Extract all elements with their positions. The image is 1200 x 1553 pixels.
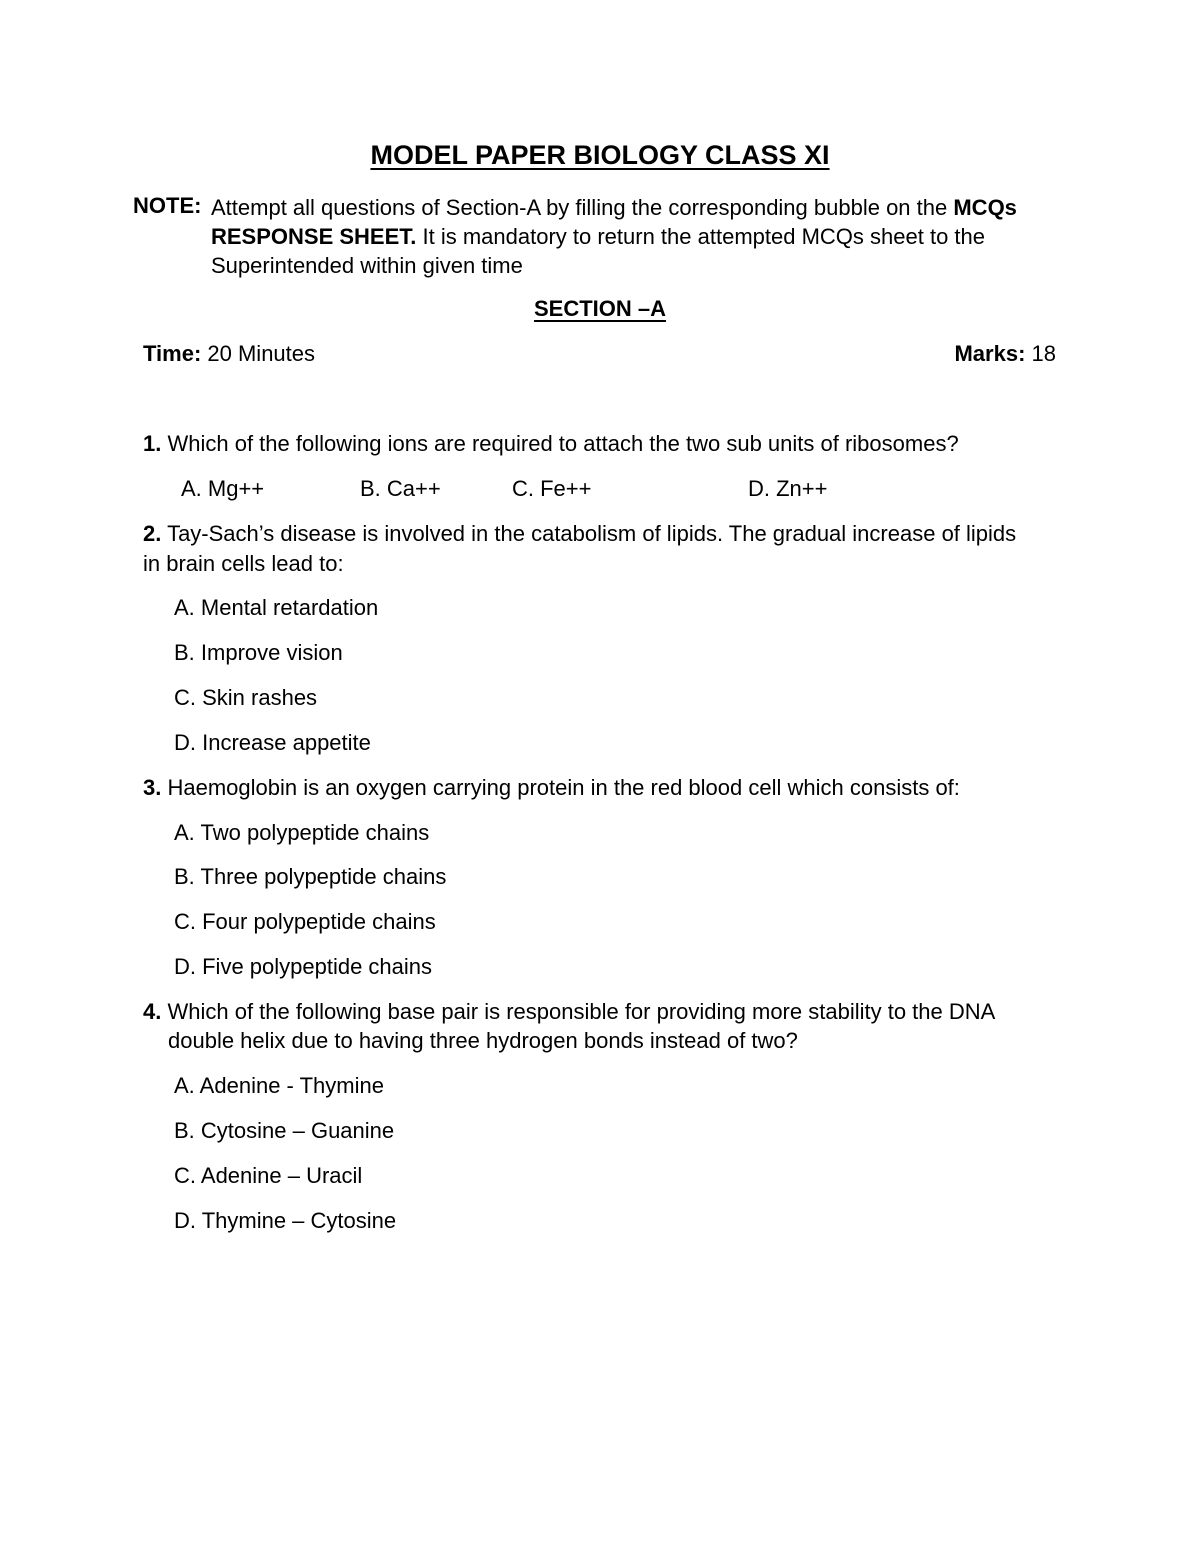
question-4-option-c: C. Adenine – Uracil bbox=[174, 1163, 363, 1188]
note-line-2 bbox=[211, 222, 985, 251]
question-2-line-2: in brain cells lead to: bbox=[143, 551, 344, 576]
marks-info bbox=[954, 341, 1056, 367]
question-number: 2. bbox=[143, 521, 162, 546]
marks-label: Marks: bbox=[954, 341, 1026, 366]
question-2-option-d: D. Increase appetite bbox=[174, 730, 371, 755]
time-info bbox=[143, 341, 315, 367]
question-number: 4. bbox=[143, 999, 162, 1024]
question-4-option-d: D. Thymine – Cytosine bbox=[174, 1208, 397, 1233]
question-3-option-d: D. Five polypeptide chains bbox=[174, 954, 433, 979]
page-title: MODEL PAPER BIOLOGY CLASS XI bbox=[370, 140, 830, 170]
question-3-option-c: C. Four polypeptide chains bbox=[174, 909, 436, 934]
question-2 bbox=[143, 521, 1016, 547]
question-1 bbox=[143, 431, 959, 457]
question-text: Tay-Sach’s disease is involved in the catabolism of lipids. The gradual increase of lipids bbox=[161, 521, 1017, 546]
section-title: SECTION –A bbox=[533, 296, 667, 321]
question-4-line-2: double helix due to having three hydrogen bonds instead of two? bbox=[168, 1028, 798, 1053]
question-4-option-b: B. Cytosine – Guanine bbox=[174, 1118, 395, 1143]
note-label: NOTE: bbox=[133, 193, 202, 218]
time-label: Time: bbox=[143, 341, 202, 366]
note-text-1: Attempt all questions of Section-A by filling the corresponding bubble on the bbox=[211, 195, 954, 220]
question-number: 1. bbox=[143, 431, 162, 456]
note-text-2: It is mandatory to return the attempted MCQs sheet to the bbox=[416, 224, 985, 249]
question-2-option-a: A. Mental retardation bbox=[174, 595, 379, 620]
question-4 bbox=[143, 999, 995, 1025]
question-3-option-a: A. Two polypeptide chains bbox=[174, 820, 430, 845]
marks-value: 18 bbox=[1025, 341, 1056, 366]
note-bold-response-sheet: RESPONSE SHEET. bbox=[211, 224, 417, 249]
note-bold-mcqs: MCQs bbox=[953, 195, 1017, 220]
question-1-option-b: B. Ca++ bbox=[360, 476, 441, 501]
time-value: 20 Minutes bbox=[201, 341, 316, 366]
question-1-option-a: A. Mg++ bbox=[181, 476, 265, 501]
question-1-option-d: D. Zn++ bbox=[748, 476, 828, 501]
question-text: Which of the following base pair is responsible for providing more stability to the DNA bbox=[161, 999, 996, 1024]
question-2-option-c: C. Skin rashes bbox=[174, 685, 318, 710]
question-1-option-c: C. Fe++ bbox=[512, 476, 592, 501]
question-4-option-a: A. Adenine - Thymine bbox=[174, 1073, 384, 1098]
question-3-option-b: B. Three polypeptide chains bbox=[174, 864, 447, 889]
question-2-option-b: B. Improve vision bbox=[174, 640, 343, 665]
note-line-1 bbox=[211, 193, 1017, 222]
question-text: Which of the following ions are required to attach the two sub units of ribosomes? bbox=[161, 431, 959, 456]
question-3 bbox=[143, 775, 960, 801]
note-line-3: Superintended within given time bbox=[211, 253, 523, 278]
question-text: Haemoglobin is an oxygen carrying protein in the red blood cell which consists of: bbox=[161, 775, 960, 800]
question-number: 3. bbox=[143, 775, 162, 800]
